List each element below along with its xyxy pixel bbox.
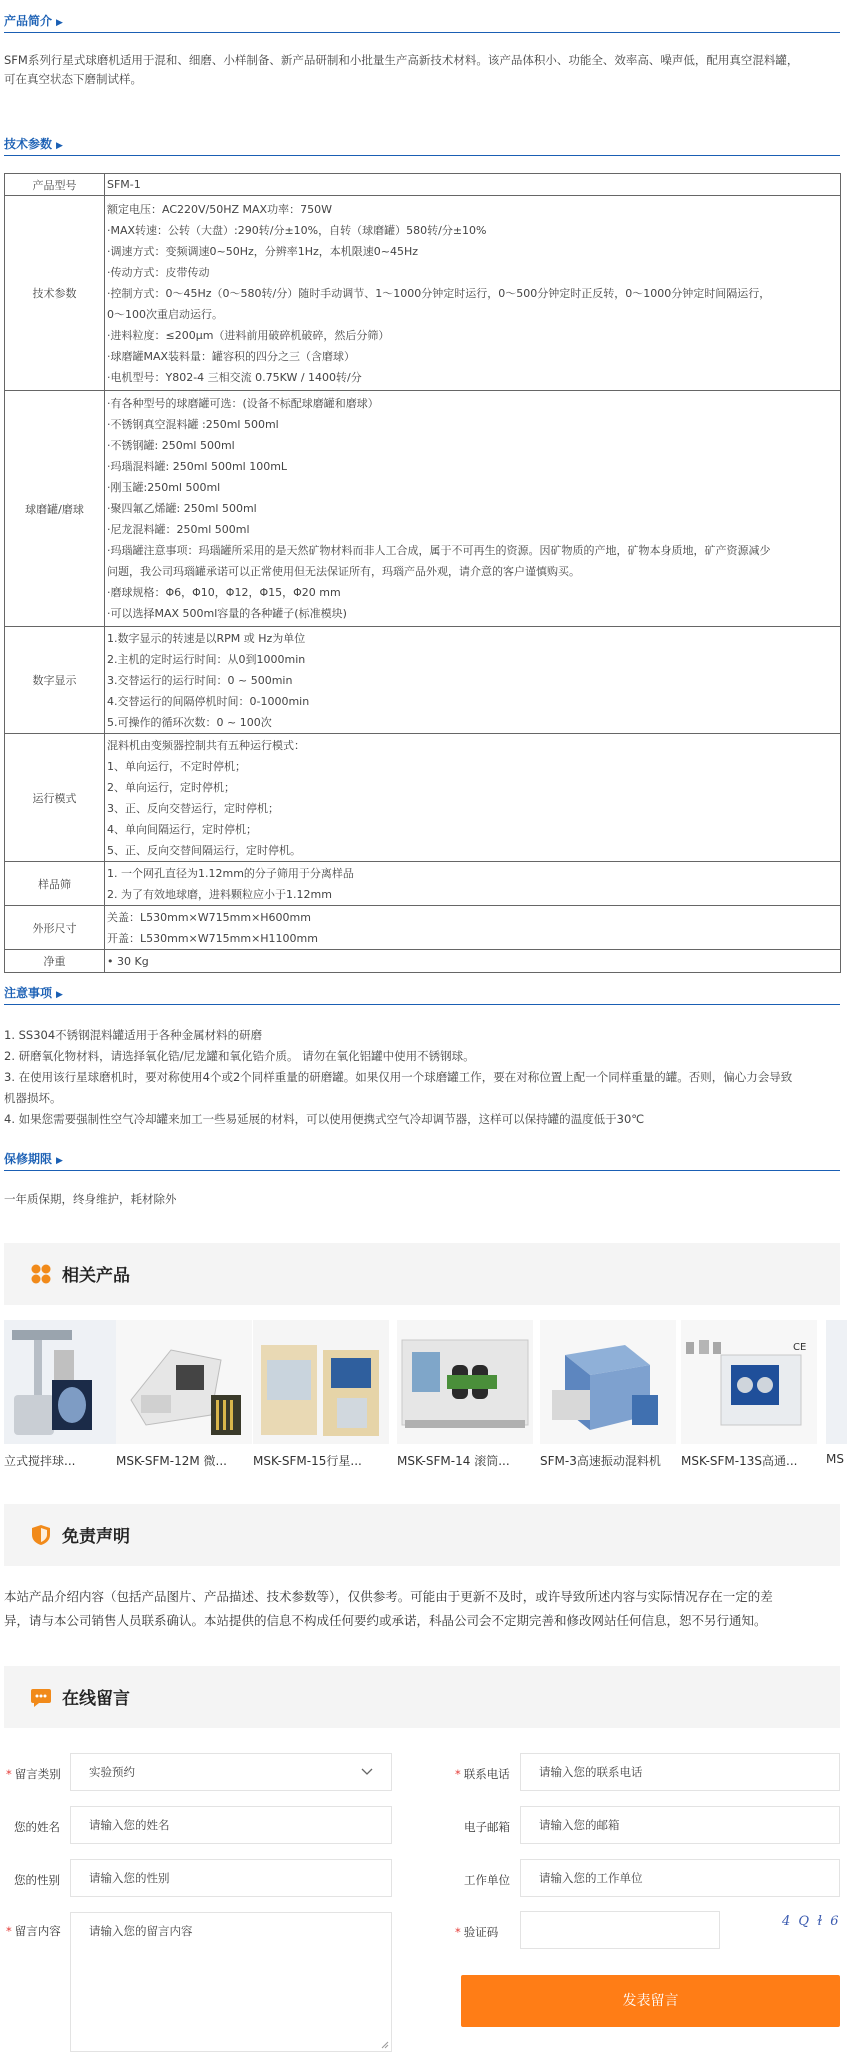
spec-line: ·有各种型号的球磨罐可选：(设备不标配球磨罐和磨球） (107, 397, 379, 410)
spec-key: 技术参数 (5, 196, 105, 391)
spec-line: SFM-1 (107, 178, 141, 191)
spec-line: 1、单向运行，不定时停机； (107, 759, 246, 773)
spec-key: 产品型号 (5, 174, 105, 196)
spec-line: ·传动方式：皮带传动 (107, 265, 210, 279)
spec-key: 运行模式 (5, 734, 105, 862)
spec-line: 关盖：L530mm×W715mm×H600mm (107, 910, 311, 924)
content-placeholder: 请输入您的留言内容 (89, 1924, 193, 1938)
spec-value (105, 174, 841, 196)
spec-key: 外形尺寸 (5, 906, 105, 950)
phone-input[interactable]: 请输入您的联系电话 (520, 1753, 840, 1791)
chevron-down-icon (361, 1768, 373, 1776)
note-item: 3. 在使用该行星球磨机时，要对称使用4个或2个同样重量的研磨罐。如果仅用一个球磨罐工作，要在对称位置上配一个同样重量的罐。否则，偏心力会导致 (4, 1070, 793, 1084)
spec-line: ·玛瑙混料罐: 250ml 500ml 100mL (107, 460, 288, 473)
spec-line: 2. 为了有效地球磨，进料颗粒应小于1.12mm (107, 887, 332, 901)
note-item: 1. SS304不锈钢混料罐适用于各种金属材料的研磨 (4, 1028, 263, 1042)
product-caption[interactable]: SFM-3高速振动混料机 (540, 1454, 661, 1468)
chevron-right-icon: ▶ (56, 990, 63, 1000)
specs-heading: 技术参数 (4, 137, 53, 151)
warranty-heading: 保修期限 (4, 1152, 53, 1166)
spec-line: ·玛瑙罐注意事项：玛瑙罐所采用的是天然矿物材料而非人工合成，属于不可再生的资源。因矿物质的产地，矿物本身质地，矿产资源减少 (107, 544, 771, 557)
note-item: 2. 研磨氧化物材料，请选择氧化锆/尼龙罐和氧化锆介质。 请勿在氧化铝罐中使用不锈钢球。 (4, 1049, 475, 1063)
email-input[interactable]: 请输入您的邮箱 (520, 1806, 840, 1844)
product-caption[interactable]: MS (826, 1452, 844, 1466)
intro-text (4, 51, 840, 89)
product-card[interactable] (116, 1320, 252, 1470)
spec-line: 2.主机的定时运行时间：从0到1000min (107, 652, 306, 666)
spec-line: ·调速方式：变频调速0~50Hz，分辨率1Hz，本机限速0~45Hz (107, 244, 419, 258)
notes-list (4, 1025, 840, 1130)
notes-heading-bar (4, 982, 840, 1005)
spec-line: ·进料粒度：≤200μm（进料前用破碎机破碎，然后分筛） (107, 328, 390, 342)
product-image[interactable] (540, 1320, 676, 1444)
phone-label: * 联系电话 (455, 1767, 510, 1781)
chevron-right-icon: ▶ (56, 141, 63, 151)
spec-row (5, 734, 841, 862)
spec-line: ·不锈钢罐: 250ml 500ml (107, 439, 235, 452)
chat-icon (30, 1686, 52, 1708)
product-caption[interactable]: 立式搅拌球... (4, 1454, 76, 1468)
product-card[interactable] (826, 1320, 847, 1470)
note-item: 机器损坏。 (4, 1091, 62, 1105)
spec-line: ·球磨罐MAX装料量：罐容积的四分之三（含磨球） (107, 349, 356, 363)
spec-row (5, 391, 841, 627)
captcha-input[interactable] (520, 1911, 720, 1949)
spec-line: 5.可操作的循环次数：0 ~ 100次 (107, 715, 272, 729)
spec-line: ·磨球规格：Φ6，Φ10，Φ12，Φ15，Φ20 mm (107, 586, 341, 599)
spec-line: ·聚四氟乙烯罐: 250ml 500ml (107, 502, 257, 515)
resize-handle-icon[interactable] (381, 2041, 389, 2049)
product-image[interactable] (826, 1320, 847, 1444)
type-select-value: 实验预约 (89, 1765, 135, 1779)
spec-key: 净重 (5, 950, 105, 973)
content-label: * 留言内容 (6, 1924, 61, 1938)
product-caption[interactable]: MSK-SFM-13S高通... (681, 1454, 798, 1468)
spec-line: 混料机由变频器控制共有五种运行模式： (107, 738, 305, 752)
spec-line: 5、正、反向交替间隔运行，定时停机。 (107, 843, 301, 857)
warranty-heading-bar (4, 1148, 840, 1171)
svg-text:CE: CE (793, 1342, 807, 1353)
disclaimer-line: 本站产品介绍内容（包括产品图片、产品描述、技术参数等），仅供参考。可能由于更新不及时，或许导致所述内容与实际情况存在一定的差 (4, 1589, 773, 1604)
spec-line: ·控制方式：0～45Hz（0～580转/分）随时手动调节、1～1000分钟定时运行，0～500分钟定时正反转，0～1000分钟定时间隔运行， (107, 286, 771, 300)
spec-key: 样品筛 (5, 862, 105, 906)
grid-icon (30, 1263, 52, 1285)
product-image[interactable] (253, 1320, 389, 1444)
spec-value (105, 391, 841, 627)
disclaimer-title: 免责声明 (62, 1527, 130, 1547)
warranty-text: 一年质保期，终身维护，耗材除外 (4, 1192, 177, 1206)
email-label: 电子邮箱 (464, 1820, 510, 1834)
captcha-image[interactable]: 4 Q ɫ 6 (782, 1914, 841, 1929)
work-input[interactable]: 请输入您的工作单位 (520, 1859, 840, 1897)
specs-heading-bar (4, 133, 840, 156)
product-caption[interactable]: MSK-SFM-15行星... (253, 1454, 362, 1468)
product-card[interactable] (397, 1320, 533, 1470)
disclaimer-line: 异，请与本公司销售人员联系确认。本站提供的信息不构成任何要约或承诺，科晶公司会不定期完善和修改网站任何信息，恕不另行通知。 (4, 1613, 767, 1628)
disclaimer-header (4, 1504, 840, 1566)
product-caption[interactable]: MSK-SFM-14 滚筒... (397, 1454, 510, 1468)
spec-line: 2、单向运行，定时停机； (107, 780, 235, 794)
spec-value (105, 906, 841, 950)
product-card[interactable] (681, 1320, 817, 1470)
message-title: 在线留言 (62, 1689, 130, 1709)
spec-row (5, 862, 841, 906)
specs-table (4, 173, 841, 973)
spec-line: ·MAX转速：公转（大盘）:290转/分±10%，自转（球磨罐）580转/分±10% (107, 223, 487, 237)
product-card[interactable] (540, 1320, 676, 1470)
notes-heading: 注意事项 (4, 986, 53, 1000)
product-image[interactable] (397, 1320, 533, 1444)
note-item: 4. 如果您需要强制性空气冷却罐来加工一些易延展的材料，可以使用便携式空气冷却调节器，这样可以保持罐的温度低于30℃ (4, 1112, 645, 1126)
spec-value (105, 734, 841, 862)
name-input[interactable]: 请输入您的姓名 (70, 1806, 392, 1844)
content-textarea[interactable] (70, 1912, 392, 2052)
spec-row (5, 950, 841, 973)
product-image[interactable] (116, 1320, 252, 1444)
chevron-right-icon: ▶ (56, 18, 63, 28)
type-label: * 留言类别 (6, 1767, 61, 1781)
chevron-right-icon: ▶ (56, 1156, 63, 1166)
intro-line: SFM系列行星式球磨机适用于混和、细磨、小样制备、新产品研制和小批量生产高新技术材料。该产品体积小、功能全、效率高、噪声低，配用真空混料罐， (4, 53, 799, 67)
work-label: 工作单位 (464, 1873, 510, 1887)
spec-line: 问题，我公司玛瑙罐承诺可以正常使用但无法保证所有，玛瑙产品外观，请介意的客户谨慎购买。 (107, 565, 580, 578)
gender-label: 您的性别 (14, 1873, 60, 1887)
spec-line: • 30 Kg (107, 954, 149, 968)
type-select[interactable] (70, 1753, 392, 1791)
spec-key: 数字显示 (5, 627, 105, 734)
spec-line: ·可以选择MAX 500ml容量的各种罐子(标准模块) (107, 607, 347, 620)
spec-line: 额定电压：AC220V/50HZ MAX功率：750W (107, 202, 332, 216)
spec-key: 球磨罐/磨球 (5, 391, 105, 627)
spec-line: 4.交替运行的间隔停机时间：0-1000min (107, 694, 310, 708)
spec-line: 3、正、反向交替运行，定时停机； (107, 801, 279, 815)
related-products-title: 相关产品 (62, 1266, 130, 1286)
spec-value (105, 196, 841, 391)
spec-line: 开盖：L530mm×W715mm×H1100mm (107, 931, 318, 945)
disclaimer-text (4, 1585, 840, 1633)
spec-line: ·刚玉罐:250ml 500ml (107, 481, 221, 494)
intro-heading-bar (4, 10, 840, 33)
spec-line: ·尼龙混料罐：250ml 500ml (107, 523, 250, 536)
product-image[interactable] (681, 1320, 817, 1444)
spec-line: 3.交替运行的运行时间：0 ~ 500min (107, 673, 293, 687)
intro-line: 可在真空状态下磨制试样。 (4, 72, 142, 86)
message-header (4, 1666, 840, 1728)
spec-line: ·电机型号：Y802-4 三相交流 0.75KW / 1400转/分 (107, 370, 362, 384)
spec-value (105, 627, 841, 734)
spec-row (5, 196, 841, 391)
submit-button[interactable]: 发表留言 (461, 1975, 840, 2027)
spec-line: 0～100次重启动运行。 (107, 307, 223, 321)
spec-line: 1. 一个网孔直径为1.12mm的分子筛用于分离样品 (107, 866, 354, 880)
spec-line: ·不锈钢真空混料罐 :250ml 500ml (107, 418, 279, 431)
captcha-label: * 验证码 (455, 1925, 499, 1939)
related-products-header (4, 1243, 840, 1305)
spec-value (105, 862, 841, 906)
product-card[interactable] (253, 1320, 389, 1470)
name-label: 您的姓名 (14, 1820, 60, 1834)
product-caption[interactable]: MSK-SFM-12M 微... (116, 1454, 227, 1468)
shield-icon (30, 1524, 52, 1546)
spec-row (5, 627, 841, 734)
intro-heading: 产品简介 (4, 14, 53, 28)
spec-line: 4、单向间隔运行，定时停机； (107, 822, 257, 836)
spec-row (5, 174, 841, 196)
spec-value (105, 950, 841, 973)
gender-input[interactable]: 请输入您的性别 (70, 1859, 392, 1897)
spec-line: 1.数字显示的转速是以RPM 或 Hz为单位 (107, 631, 306, 645)
spec-row (5, 906, 841, 950)
